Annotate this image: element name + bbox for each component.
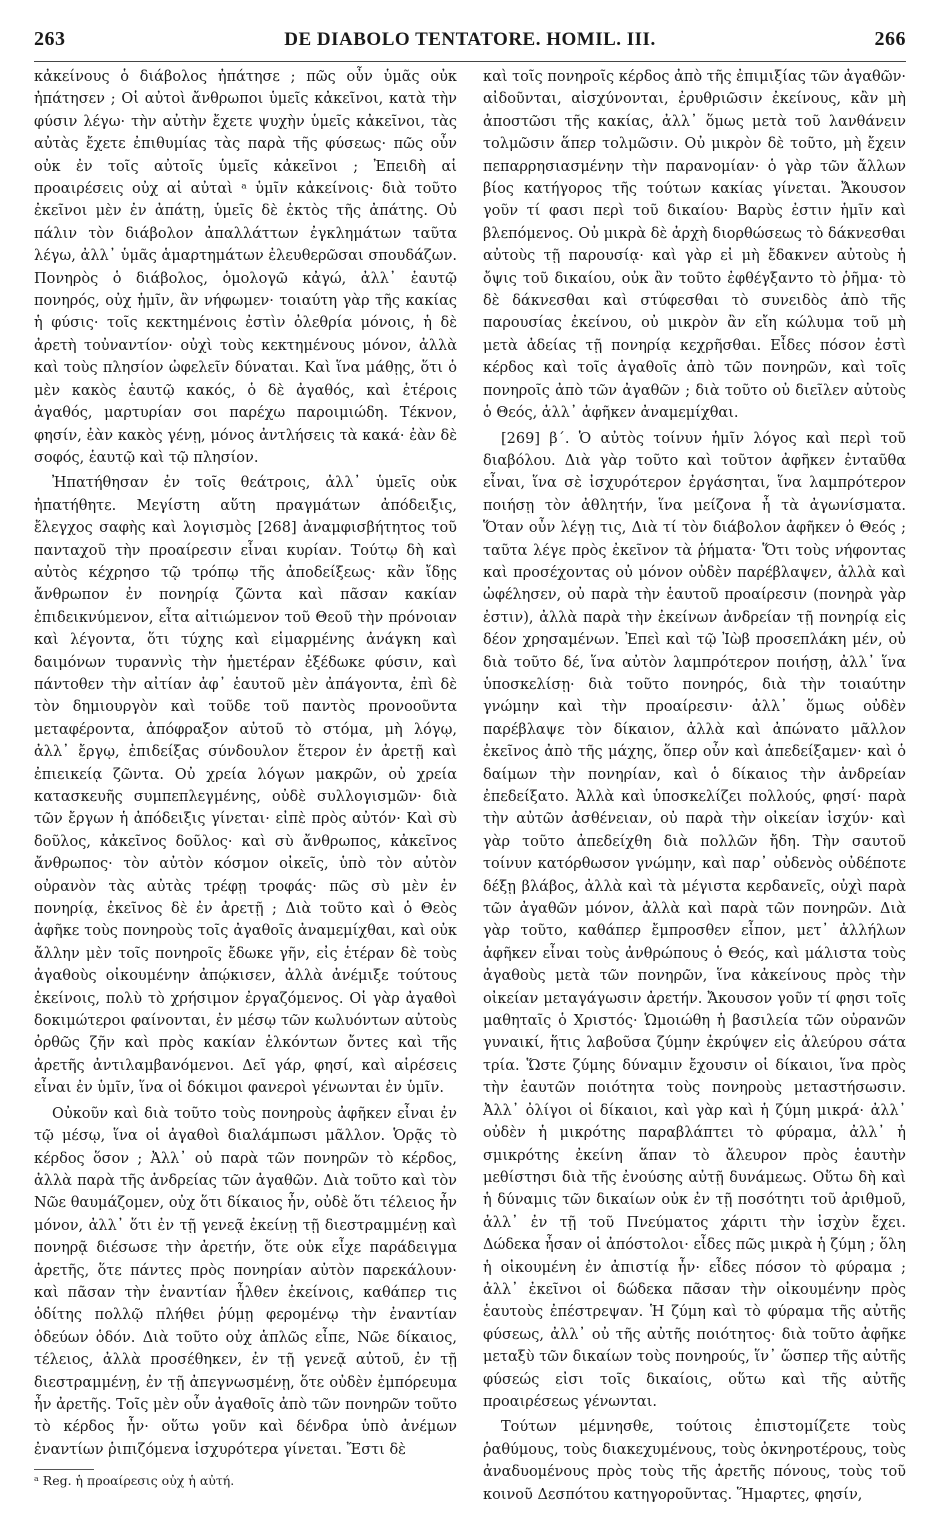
page-header [34, 28, 906, 62]
page-number-left: 263 [34, 28, 66, 50]
running-title: DE DIABOLO TENTATORE. HOMIL. III. [284, 29, 656, 50]
right-column [483, 66, 906, 1509]
paragraph: καὶ τοῖς πονηροῖς κέρδος ἀπὸ τῆς ἐπιμιξίας τῶν ἀγαθῶν· αἰδοῦνται, αἰσχύνονται, ἐρυθριῶσιν ἐκείνους, κἂν μὴ ἀποστῶσι τῆς κακίας, ἀλλ᾽ ὅμως μετὰ τοῦ λανθάνειν τολμῶσιν ἅπερ τολμῶσιν. Οὐ μικρὸν δὲ τοῦτο, μὴ ἔχειν πεπαρρησιασμένην τὴν παρανομίαν· ὁ γὰρ τῶν ἄλλων βίος κατήγορος τῆς τούτων κακίας γίνεται. Ἄκουσον γοῦν τί φασι περὶ τοῦ δικαίου· Βαρὺς ἐστιν ἡμῖν καὶ βλεπόμενος. Οὐ μικρὰ δὲ ἀρχὴ διορθώσεως τὸ δάκνεσθαι αὐτοὺς τῇ παρουσίᾳ· καὶ γὰρ εἰ μὴ ἔδακνεν αὐτοὺς ἡ ὄψις τοῦ δικαίου, οὐκ ἂν τοῦτο ἐφθέγξαντο τὸ ῥῆμα· τὸ δὲ δάκνεσθαι καὶ στύφεσθαι τὸ συνειδὸς ἀπὸ τῆς παρουσίας ἐκείνου, οὐ μικρὸν ἂν εἴη κώλυμα τοῦ μὴ μετὰ ἀδείας τῇ πονηρίᾳ κεχρῆσθαι. Εἶδες πόσον ἐστὶ κέρδος καὶ τοῖς ἀγαθοῖς ἀπὸ τῶν πονηρῶν, καὶ τοῖς πονηροῖς ἀπὸ τῶν ἀγαθῶν ; διὰ τοῦτο οὐ διεῖλεν αὐτοὺς ὁ Θεός, ἀλλ᾽ ἀφῆκεν ἀναμεμίχθαι. [483, 69, 906, 422]
paragraph: Οὐκοῦν καὶ διὰ τοῦτο τοὺς πονηροὺς ἀφῆκεν εἶναι ἐν τῷ μέσῳ, ἵνα οἱ ἀγαθοὶ διαλάμπωσι μᾶλλον. Ὁρᾷς τὸ κέρδος ὅσον ; Ἀλλ᾽ οὐ παρὰ τῶν πονηρῶν τὸ κέρδος, ἀλλὰ παρὰ τῆς ἀνδρείας τῶν ἀγαθῶν. Διὰ τοῦτο καὶ τὸν Νῶε θαυμάζομεν, οὐχ ὅτι δίκαιος ἦν, οὐδὲ ὅτι τέλειος ἦν μόνον, ἀλλ᾽ ὅτι ἐν τῇ γενεᾷ ἐκείνῃ τῇ διεστραμμένῃ καὶ πονηρᾷ διέσωσε τὴν ἀρετήν, ὅτε οὐκ εἶχε παράδειγμα ἀρετῆς, ὅτε πάντες πρὸς πονηρίαν αὐτὸν παρεκάλουν· καὶ πᾶσαν τὴν ἐναντίαν ἦλθεν ἐκείνοις, καθάπερ τις ὁδίτης πολλῷ πλήθει ῥύμῃ φερομένῳ τὴν ἐναντίαν ὁδεύων ὁδόν. Διὰ τοῦτο οὐχ ἁπλῶς εἶπε, Νῶε δίκαιος, τέλειος, ἀλλὰ προσέθηκεν, ἐν τῇ γενεᾷ αὐτοῦ, ἐν τῇ διεστραμμένῃ, ἐν τῇ ἀπεγνωσμένῃ, ὅτε οὐδὲν ἐμπόρευμα ἦν ἀρετῆς. Τοῖς μὲν οὖν ἀγαθοῖς ἀπὸ τῶν πονηρῶν τοῦτο τὸ κέρδος ἦν· οὕτω γοῦν καὶ δένδρα ὑπὸ ἀνέμων ἐναντίων ῥιπιζόμενα ἰσχυρότερα γίνεται. Ἔστι δὲ [34, 1105, 457, 1458]
left-column [34, 66, 457, 1509]
paragraph: Ἠπατήθησαν ἐν τοῖς θεάτροις, ἀλλ᾽ ὑμεῖς οὐκ ἠπατήθητε. Μεγίστη αὕτη πραγμάτων ἀπόδειξις, ἔλεγχος σαφὴς καὶ λογισμὸς [268] ἀναμφισβήτητος τοῦ πανταχοῦ τὴν προαίρεσιν εἶναι κυρίαν. Τούτῳ δὴ καὶ αὐτὸς κέχρησο τῷ τρόπῳ τῆς ἀποδείξεως· κἂν ἴδῃς ἄνθρωπον ἐν πονηρίᾳ ζῶντα καὶ πᾶσαν κακίαν ἐπιδεικνύμενον, εἶτα αἰτιώμενον τοῦ Θεοῦ τὴν πρόνοιαν καὶ λέγοντα, ὅτι τύχης καὶ εἱμαρμένης ἀνάγκη καὶ δαιμόνων τυραννὶς τὴν ἡμετέραν ἐξέδωκε φύσιν, καὶ πάντοθεν τὴν αἰτίαν ἀφ᾽ ἑαυτοῦ μὲν ἀπάγοντα, ἐπὶ δὲ τὸν δημιουργὸν καὶ τοῦδε τοῦ παντὸς προνοοῦντα μεταφέροντα, ἀπόφραξον αὐτοῦ τὸ στόμα, μὴ λόγῳ, ἀλλ᾽ ἔργῳ, ἐπιδείξας σύνδουλον ἕτερον ἐν ἀρετῇ καὶ ἐπιεικείᾳ ζῶντα. Οὐ χρεία λόγων μακρῶν, οὐ χρεία κατασκευῆς συμπεπλεγμένης, οὐδὲ συλλογισμῶν· διὰ τῶν ἔργων ἡ ἀπόδειξις γίνεται· εἰπὲ πρὸς αὐτόν· Καὶ σὺ δοῦλος, κἀκεῖνος δοῦλος· καὶ σὺ ἄνθρωπος, κἀκεῖνος ἄνθρωπος· τὸν αὐτὸν κόσμον οἰκεῖς, ὑπὸ τὸν αὐτὸν οὐρανὸν τὰς αὐτὰς τρέφῃ τροφάς· πῶς σὺ μὲν ἐν πονηρίᾳ, ἐκεῖνος δὲ ἐν ἀρετῇ ; Διὰ τοῦτο καὶ ὁ Θεὸς ἀφῆκε τοὺς πονηροὺς τοῖς ἀγαθοῖς ἀναμεμίχθαι, καὶ οὐκ ἄλλην μὲν τοῖς πονηροῖς ἔδωκε γῆν, εἰς ἑτέραν δὲ τοὺς ἀγαθοὺς οἰκουμένην ἀπῴκισεν, ἀλλὰ ἀνέμιξε τούτους ἐκείνοις, πολὺ τὸ χρήσιμον ἐργαζόμενος. Οἱ γὰρ ἀγαθοὶ δοκιμώτεροι φαίνονται, ἐν μέσῳ τῶν κωλυόντων αὐτοὺς ὀρθῶς ζῆν καὶ πρὸς κακίαν ἑλκόντων ὄντες καὶ τῆς ἀρετῆς ἀντιλαμβανόμενοι. Δεῖ γάρ, φησί, καὶ αἱρέσεις εἶναι ἐν ὑμῖν, ἵνα οἱ δόκιμοι φανεροὶ γένωνται ἐν ὑμῖν. [34, 475, 457, 1097]
text-columns [34, 66, 906, 1509]
paragraph: Τούτων μέμνησθε, τούτοις ἐπιστομίζετε τοὺς ῥαθύμους, τοὺς διακεχυμένους, τοὺς ὀκνηροτέρους, τοὺς ἀναδυομένους πρὸς τοὺς τῆς ἀρετῆς πόνους, τοὺς τοῦ κοινοῦ Δεσπότου κατηγοροῦντας. Ἥμαρτες, φησίν, [483, 1419, 906, 1503]
footnote-rule [34, 1469, 94, 1470]
page-number-right: 266 [874, 28, 906, 50]
paragraph: κἀκείνους ὁ διάβολος ἠπάτησε ; πῶς οὖν ὑμᾶς οὐκ ἠπάτησεν ; Οἱ αὐτοὶ ἄνθρωποι ὑμεῖς κἀκεῖνοι, κατὰ τὴν φύσιν λέγω· τὴν αὐτὴν ἔχετε ψυχὴν ὑμεῖς κἀκεῖνοι, τὰς αὐτὰς ἔχετε ἐπιθυμίας τὰς παρὰ τῆς φύσεως· πῶς οὖν οὐκ ἐν τοῖς αὐτοῖς ὑμεῖς κἀκεῖνοι ; Ἐπειδὴ αἱ προαιρέσεις οὐχ αἱ αὐταὶ ᵃ ὑμῖν κἀκείνοις· διὰ τοῦτο ἐκεῖνοι μὲν ἐν ἀπάτῃ, ὑμεῖς δὲ ἐκτὸς τῆς ἀπάτης. Οὐ πάλιν τὸν διάβολον ἀπαλλάττων ἐγκλημάτων ταῦτα λέγω, ἀλλ᾽ ὑμᾶς ἁμαρτημάτων ἐλευθερῶσαι σπουδάζων. Πονηρὸς ὁ διάβολος, ὁμολογῶ κἀγώ, ἀλλ᾽ ἑαυτῷ πονηρός, οὐχ ἡμῖν, ἂν νήφωμεν· τοιαύτη γὰρ τῆς κακίας ἡ φύσις· τοῖς κεκτημένοις ἐστὶν ὀλεθρία μόνοις, ἡ δὲ ἀρετὴ τοὐναντίον· οὐχὶ τοὺς κεκτημένους μόνον, ἀλλὰ καὶ τοὺς πλησίον ὠφελεῖν δύναται. Καὶ ἵνα μάθῃς, ὅτι ὁ μὲν κακὸς ἑαυτῷ κακός, ὁ δὲ ἀγαθός, καὶ ἑτέροις ἀγαθός, μαρτυρίαν σοι παρέχω παροιμιώδη. Τέκνον, φησίν, ἐὰν κακὸς γένῃ, μόνος ἀντλήσεις τὰ κακά· ἐὰν δὲ σοφός, ἑαυτῷ καὶ τῷ πλησίον. [34, 69, 457, 466]
footnote: ᵃ Reg. ἡ προαίρεσις οὐχ ἡ αὐτή. [34, 1473, 235, 1489]
paragraph: [269] β΄. Ὁ αὐτὸς τοίνυν ἡμῖν λόγος καὶ περὶ τοῦ διαβόλου. Διὰ γὰρ τοῦτο καὶ τοῦτον ἀφῆκεν ἐνταῦθα εἶναι, ἵνα σὲ ἰσχυρότερον ἐργάσηται, ἵνα λαμπρότερον ποιήσῃ τὸν ἀθλητήν, ἵνα μείζονα ἦ τὰ ἀγωνίσματα. Ὅταν οὖν λέγῃ τις, Διὰ τί τὸν διάβολον ἀφῆκεν ὁ Θεός ; ταῦτα λέγε πρὸς ἐκεῖνον τὰ ῥήματα· Ὅτι τοὺς νήφοντας καὶ προσέχοντας οὐ μόνον οὐδὲν παρέβλαψεν, ἀλλὰ καὶ ὠφέλησεν, οὐ παρὰ τὴν ἑαυτοῦ προαίρεσιν (πονηρὰ γὰρ ἐστιν), ἀλλὰ παρὰ τὴν ἐκείνων ἀνδρείαν τῇ πονηρίᾳ εἰς δέον χρησαμένων. Ἐπεὶ καὶ τῷ Ἰὼβ προσεπλάκη μέν, οὐ διὰ τοῦτο δέ, ἵνα αὐτὸν λαμπρότερον ποιήσῃ, ἀλλ᾽ ἵνα ὑποσκελίσῃ· διὰ τοῦτο πονηρός, διὰ τὴν τοιαύτην γνώμην καὶ τὴν προαίρεσιν· ἀλλ᾽ ὅμως οὐδὲν παρέβλαψε τὸν δίκαιον, ἀλλὰ καὶ ἀπώνατο μᾶλλον ἐκεῖνος ἀπὸ τῆς μάχης, ὅπερ οὖν καὶ ἀπεδείξαμεν· καὶ ὁ δαίμων τὴν πονηρίαν, καὶ ὁ δίκαιος τὴν ἀνδρείαν ἐπεδείξατο. Ἀλλὰ καὶ ὑποσκελίζει πολλούς, φησί· παρὰ τὴν αὐτῶν ἀσθένειαν, οὐ παρὰ τὴν οἰκείαν ἰσχύν· καὶ γὰρ τοῦτο ἀπεδείχθη διὰ πολλῶν ἤδη. Τὴν σαυτοῦ τοίνυν κατόρθωσον γνώμην, καὶ παρ᾽ οὐδενὸς οὐδέποτε δέξῃ βλάβος, ἀλλὰ καὶ τὰ μέγιστα κερδανεῖς, οὐχὶ παρὰ τῶν ἀγαθῶν μόνον, ἀλλὰ καὶ παρὰ τῶν πονηρῶν. Διὰ γὰρ τοῦτο, καθάπερ ἔμπροσθεν εἶπον, μετ᾽ ἀλλήλων ἀφῆκεν εἶναι τοὺς ἀνθρώπους ὁ Θεός, καὶ μάλιστα τοὺς ἀγαθοὺς μετὰ τῶν πονηρῶν, ἵνα κἀκείνους πρὸς τὴν οἰκείαν μεταγάγωσιν ἀρετήν. Ἄκουσον γοῦν τί φησι τοῖς μαθηταῖς ὁ Χριστός· Ὡμοιώθη ἡ βασιλεία τῶν οὐρανῶν γυναικί, ἥτις λαβοῦσα ζύμην ἐκρύψεν εἰς ἀλεύρου σάτα τρία. Ὥστε ζύμης δύναμιν ἔχουσιν οἱ δίκαιοι, ἵνα πρὸς τὴν ἑαυτῶν ποιότητα τοὺς πονηροὺς μεταστήσωσιν. Ἀλλ᾽ ὀλίγοι οἱ δίκαιοι, καὶ γὰρ καὶ ἡ ζύμη μικρά· ἀλλ᾽ οὐδὲν ἡ μικρότης παραβλάπτει τὸ φύραμα, ἀλλ᾽ ἡ σμικρότης ἐκείνη ἅπαν τὸ ἄλευρον πρὸς ἑαυτὴν μεθίστησι διὰ τῆς ἐνούσης αὐτῇ δυνάμεως. Οὕτω δὴ καὶ ἡ δύναμις τῶν δικαίων οὐκ ἐν τῇ ποσότητι τοῦ ἀριθμοῦ, ἀλλ᾽ ἐν τῇ τοῦ Πνεύματος χάριτι τὴν ἰσχὺν ἔχει. Δώδεκα ἦσαν οἱ ἀπόστολοι· εἶδες πῶς μικρὰ ἡ ζύμη ; ὅλη ἡ οἰκουμένη ἐν ἀπιστίᾳ ἦν· εἶδες πόσον τὸ φύραμα ; ἀλλ᾽ ἐκεῖνοι οἱ δώδεκα πᾶσαν τὴν οἰκουμένην πρὸς ἑαυτοὺς ἐπέστρεψαν. Ἡ ζύμη καὶ τὸ φύραμα τῆς αὐτῆς φύσεως, ἀλλ᾽ οὐ τῆς αὐτῆς ποιότητος· διὰ τοῦτο ἀφῆκε μεταξὺ τῶν δικαίων τοὺς πονηρούς, ἵν᾽ ὥσπερ τῆς αὐτῆς φύσεώς εἰσι τοῖς δικαίοις, οὕτω καὶ τῆς αὐτῆς προαιρέσεως γένωνται. [483, 430, 906, 1410]
